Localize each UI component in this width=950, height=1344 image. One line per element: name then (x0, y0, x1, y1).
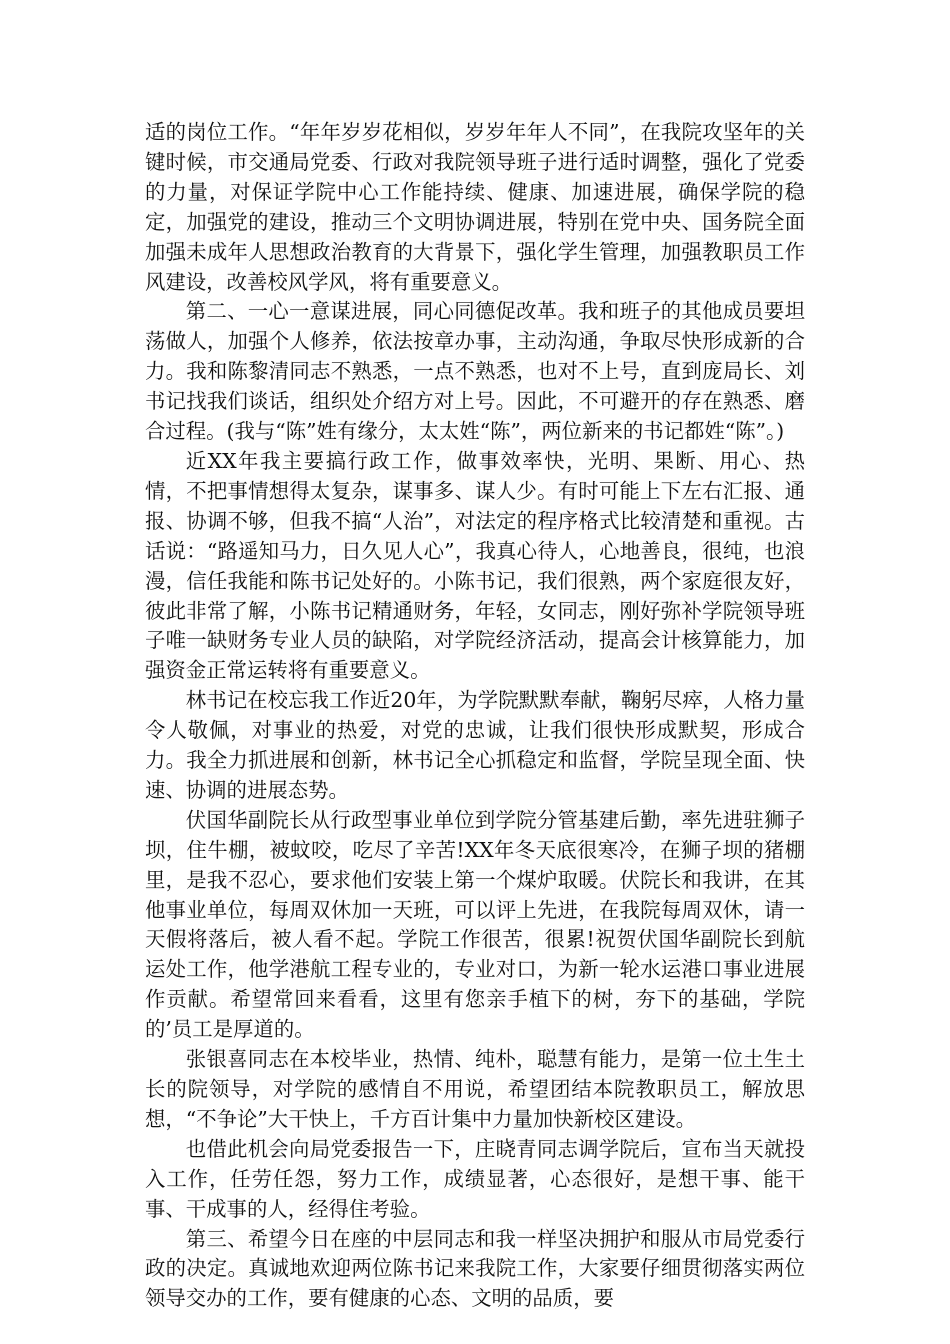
paragraph-1: 适的岗位工作。“年年岁岁花相似，岁岁年年人不同”，在我院攻坚年的关键时候，市交通局党委、行政对我院领导班子进行适时调整，强化了党委的力量，对保证学院中心工作能持续、健康、加速进展，确保学院的稳定，加强党的建设，推动三个文明协调进展，特别在党中央、国务院全面加强未成年人思想政治教育的大背景下，强化学生管理，加强教职员工作风建设，改善校风学风，将有重要意义。 (145, 120, 805, 294)
paragraph-5: 伏国华副院长从行政型事业单位到学院分管基建后勤，率先进驻狮子坝，住牛棚，被蚊咬，吃尽了辛苦!XX年冬天底很寒冷，在狮子坝的猪棚里，是我不忍心，要求他们安装上第一个煤炉取暖。伏院长和我讲，在其他事业单位，每周双休加一天班，可以评上先进，在我院每周双休，请一天假将落后，被人看不起。学院工作很苦，很累!祝贺伏国华副院长到航运处工作，他学港航工程专业的，专业对口，为新一轮水运港口事业进展作贡献。希望常回来看看，这里有您亲手植下的树，夯下的基础，学院的’员工是厚道的。 (145, 807, 805, 1042)
paragraph-6: 张银喜同志在本校毕业，热情、纯朴，聪慧有能力，是第一位土生土长的院领导，对学院的感情自不用说，希望团结本院教职员工，解放思想，“不争论”大干快上，千方百计集中力量加快新校区建设。 (145, 1047, 805, 1131)
paragraph-7: 也借此机会向局党委报告一下，庄晓青同志调学院后，宣布当天就投入工作，任劳任怨，努力工作，成绩显著，心态很好，是想干事、能干事、干成事的人，经得住考验。 (145, 1136, 805, 1221)
paragraph-8: 第三、希望今日在座的中层同志和我一样坚决拥护和服从市局党委行政的决定。真诚地欢迎两位陈书记来我院工作，大家要仔细贯彻落实两位领导交办的工作，要有健康的心态、文明的品质，要 (145, 1226, 805, 1311)
paragraph-3: 近XX年我主要搞行政工作，做事效率快，光明、果断、用心、热情，不把事情想得太复杂，谋事多、谋人少。有时可能上下左右汇报、通报、协调不够，但我不搞“人治”，对法定的程序格式比较清楚和重视。古话说：“路遥知马力，日久见人心”，我真心待人，心地善良，很纯，也浪漫，信任我能和陈书记处好的。小陈书记，我们很熟，两个家庭很友好，彼此非常了解，小陈书记精通财务，年轻，女同志，刚好弥补学院领导班子唯一缺财务专业人员的缺陷，对学院经济活动，提高会计核算能力，加强资金正常运转将有重要意义。 (145, 448, 805, 683)
document-body (145, 118, 805, 1314)
paragraph-2: 第二、一心一意谋进展，同心同德促改革。我和班子的其他成员要坦荡做人，加强个人修养，依法按章办事，主动沟通，争取尽快形成新的合力。我和陈黎清同志不熟悉，一点不熟悉，也对不上号，直到庞局长、刘书记找我们谈话，组织处介绍方对上号。因此，不可避开的存在熟悉、磨合过程。(我与“陈”姓有缘分，太太姓“陈”，两位新来的书记都姓“陈”。) (145, 299, 805, 444)
paragraph-4: 林书记在校忘我工作近20年，为学院默默奉献，鞠躬尽瘁，人格力量令人敬佩，对事业的热爱，对党的忠诚，让我们很快形成默契，形成合力。我全力抓进展和创新，林书记全心抓稳定和监督，学院呈现全面、快速、协调的进展态势。 (145, 688, 805, 802)
